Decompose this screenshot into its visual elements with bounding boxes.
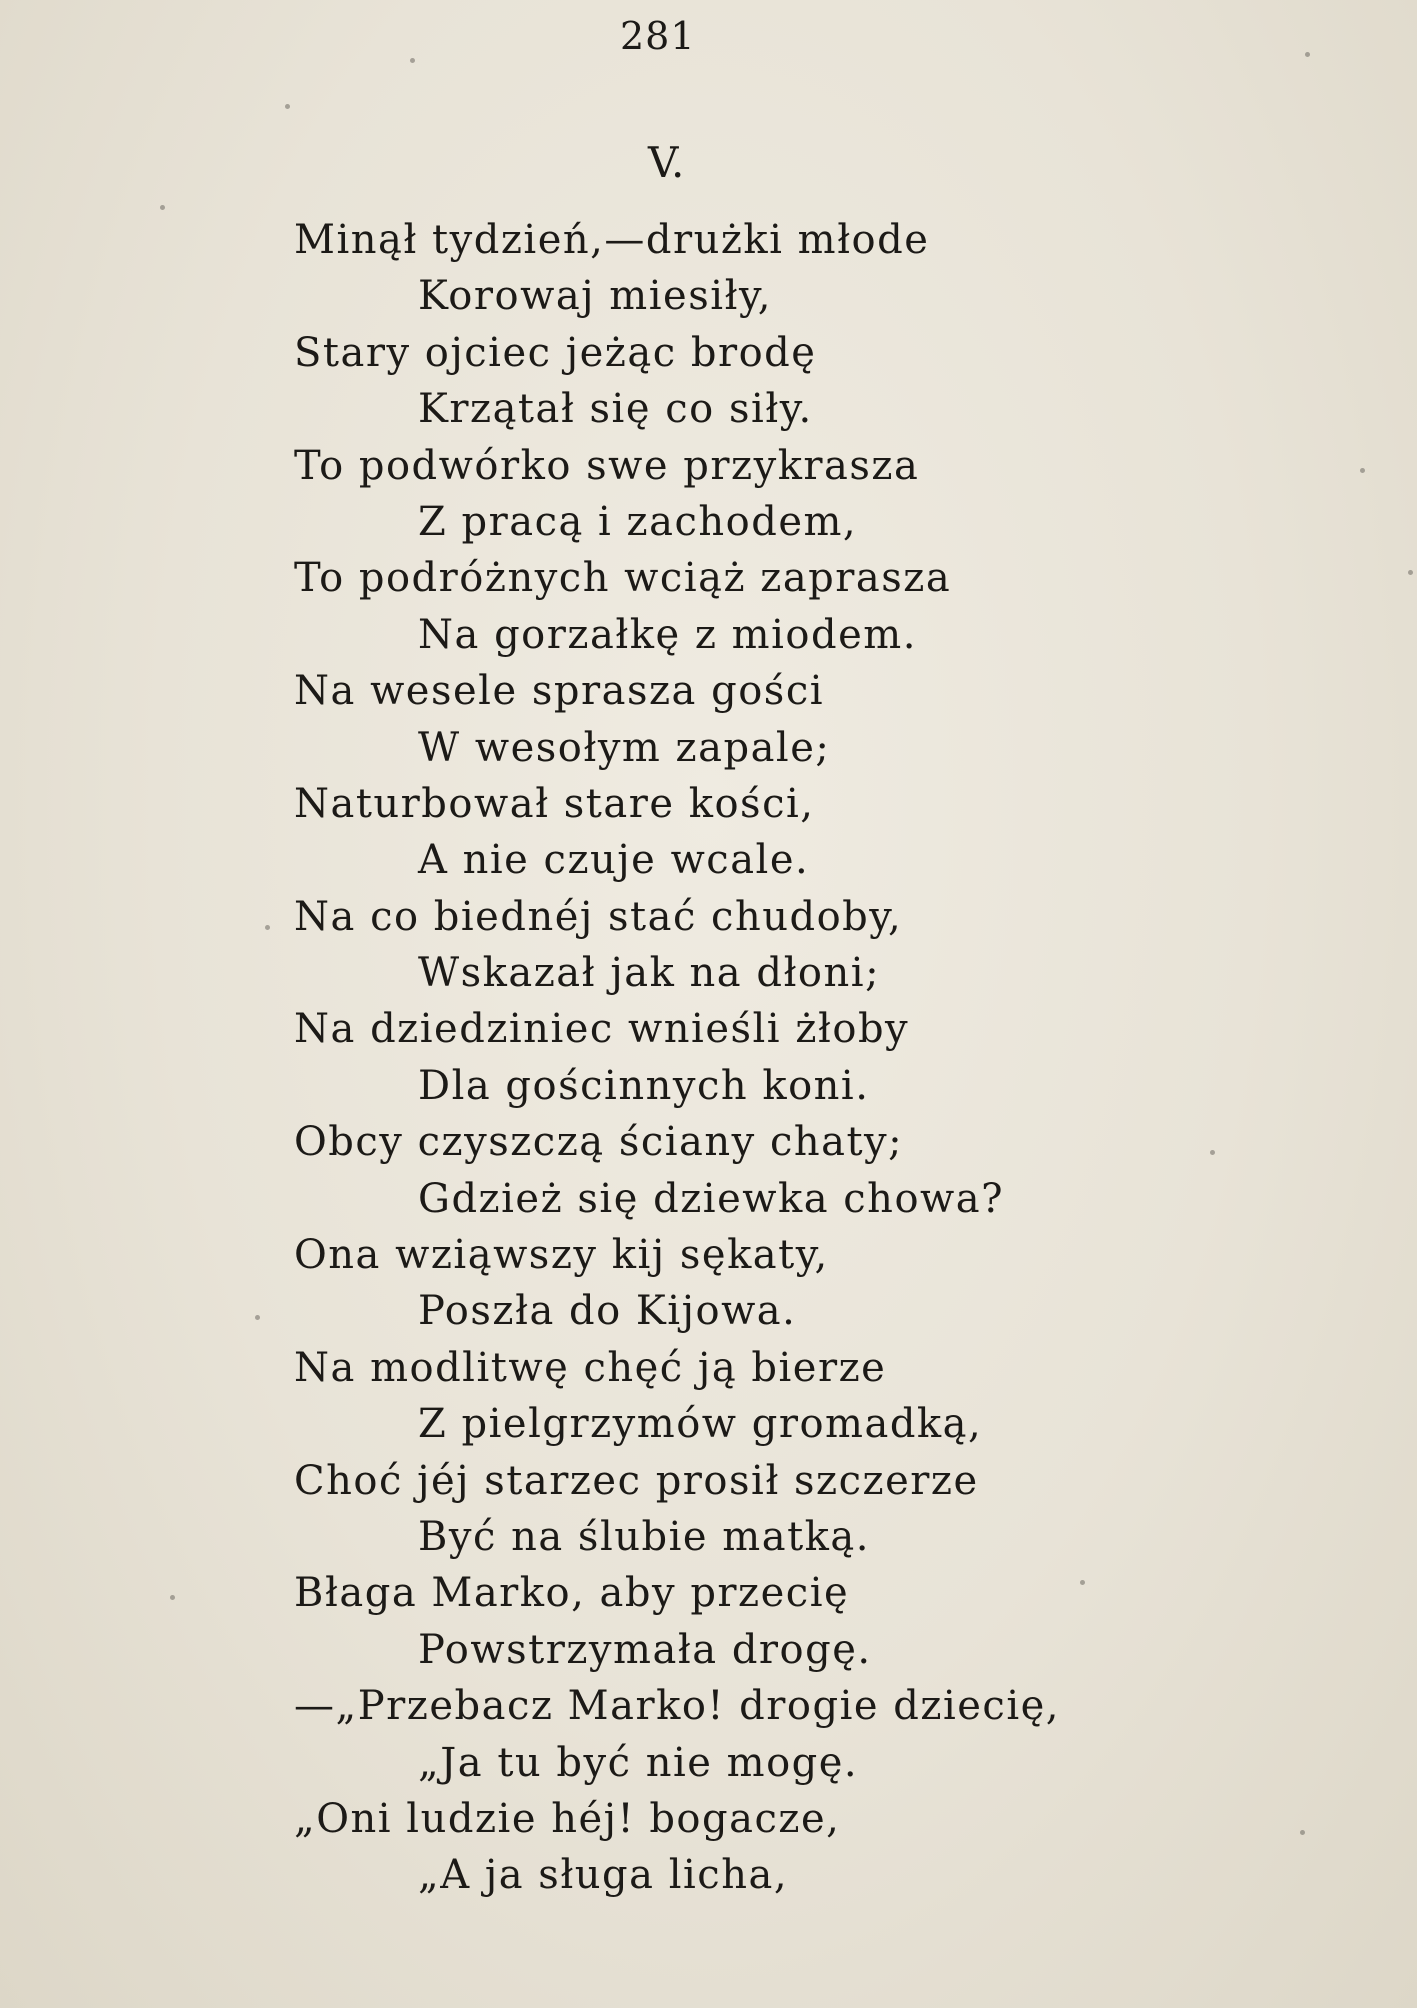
- paper-speck: [1408, 570, 1413, 575]
- paper-speck: [1300, 1830, 1305, 1835]
- verse-line: Wskazał jak na dłoni;: [418, 950, 881, 997]
- verse-line: „A ja sługa licha,: [418, 1852, 789, 1899]
- verse-line: Na wesele sprasza gości: [294, 668, 825, 715]
- paper-speck: [255, 1315, 260, 1320]
- verse-line: A nie czuje wcale.: [418, 837, 810, 884]
- paper-speck: [1360, 468, 1365, 473]
- paper-speck: [1080, 1580, 1085, 1585]
- verse-line: Z pracą i zachodem,: [418, 498, 858, 545]
- verse-line: Dla gościnnych koni.: [418, 1062, 870, 1109]
- verse-line: Na dziedziniec wnieśli żłoby: [294, 1006, 910, 1053]
- verse-line: Gdzież się dziewka chowa?: [418, 1175, 1005, 1222]
- verse-line: Z pielgrzymów gromadką,: [418, 1401, 983, 1448]
- section-heading: V.: [648, 138, 685, 187]
- verse-line: Naturbował stare kości,: [294, 780, 815, 827]
- poem-text: [294, 212, 1334, 1904]
- verse-line: Korowaj miesiły,: [418, 273, 772, 320]
- verse-line: „Ja tu być nie mogę.: [418, 1739, 859, 1786]
- paper-speck: [410, 58, 415, 63]
- paper-speck: [1305, 52, 1310, 57]
- paper-speck: [170, 1595, 175, 1600]
- verse-line: Choć jéj starzec prosił szczerze: [294, 1457, 979, 1504]
- verse-line: W wesołym zapale;: [418, 724, 831, 771]
- paper-speck: [285, 104, 290, 109]
- verse-line: To podwórko swe przykrasza: [294, 442, 920, 489]
- paper-speck: [1210, 1150, 1215, 1155]
- verse-line: Stary ojciec jeżąc brodę: [294, 329, 817, 376]
- verse-line: Na modlitwę chęć ją bierze: [294, 1344, 887, 1391]
- paper-speck: [265, 925, 270, 930]
- verse-line: Poszła do Kijowa.: [418, 1288, 797, 1335]
- verse-line: Na co biednéj stać chudoby,: [294, 893, 903, 940]
- verse-line: —„Przebacz Marko! drogie dziecię,: [294, 1683, 1061, 1730]
- verse-line: Być na ślubie matką.: [418, 1513, 870, 1560]
- verse-line: Obcy czyszczą ściany chaty;: [294, 1119, 904, 1166]
- page-number: 281: [620, 14, 696, 58]
- verse-line: Krzątał się co siły.: [418, 386, 813, 433]
- verse-line: Powstrzymała drogę.: [418, 1626, 872, 1673]
- verse-line: Minął tydzień,—drużki młode: [294, 217, 930, 263]
- verse-line: Ona wziąwszy kij sękaty,: [294, 1232, 829, 1279]
- verse-line: Błaga Marko, aby przecię: [294, 1570, 850, 1617]
- verse-line: „Oni ludzie héj! bogacze,: [294, 1795, 841, 1842]
- verse-line: To podróżnych wciąż zaprasza: [294, 555, 952, 602]
- paper-speck: [160, 205, 165, 210]
- verse-line: Na gorzałkę z miodem.: [418, 611, 917, 658]
